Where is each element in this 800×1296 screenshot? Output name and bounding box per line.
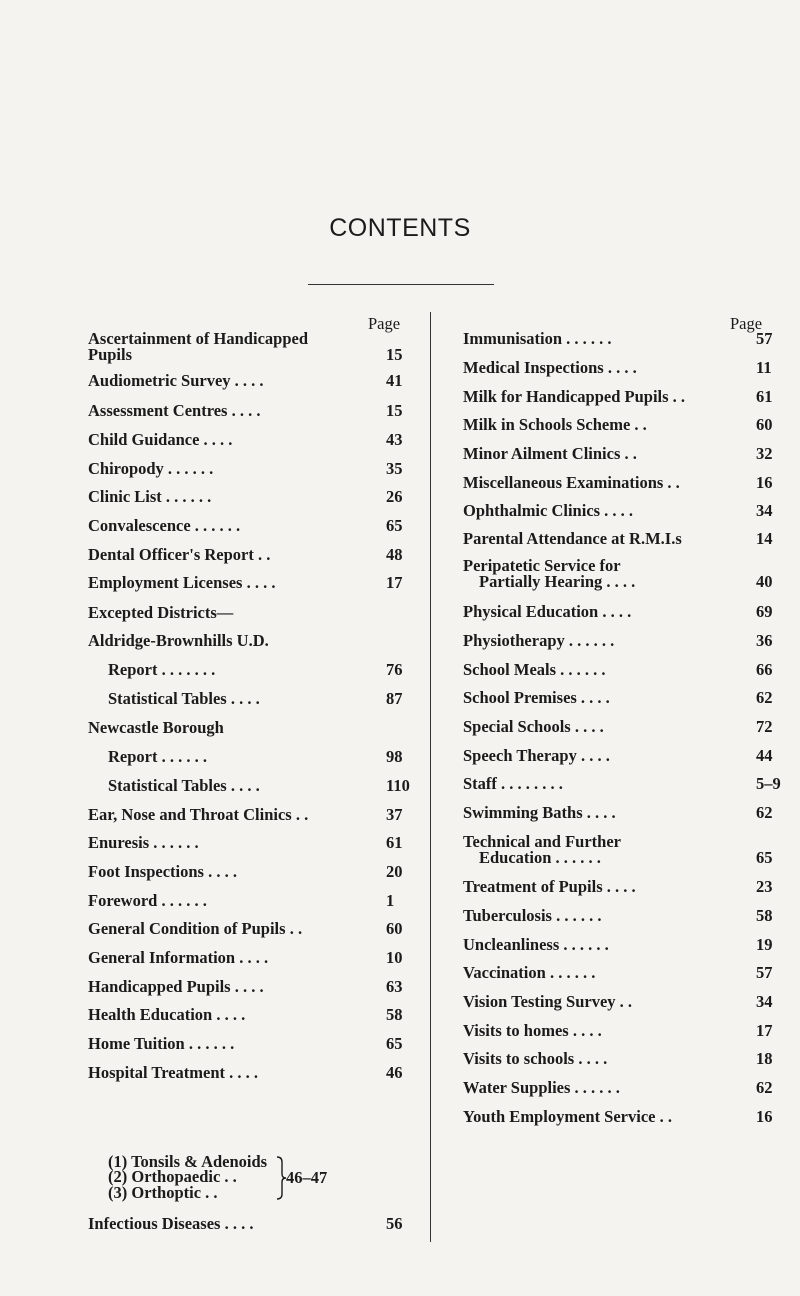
entry-page: 46: [386, 1063, 403, 1082]
entry-page: 44: [756, 746, 773, 765]
entry-page: 87: [386, 689, 403, 708]
entry-page: 43: [386, 430, 403, 449]
entry-title: Treatment of Pupils . . . .: [463, 877, 636, 896]
entry-page: 58: [756, 906, 773, 925]
entry-page: 62: [756, 803, 773, 822]
entry-page: 18: [756, 1049, 773, 1068]
entry-page: 14: [756, 529, 773, 548]
entry-page: 20: [386, 862, 403, 881]
entry-title: Minor Ailment Clinics . .: [463, 444, 637, 463]
entry-page: 5–9: [756, 774, 781, 793]
entry-title: Report . . . . . .: [108, 747, 207, 766]
entry-title: Physiotherapy . . . . . .: [463, 631, 615, 650]
entry-title: Water Supplies . . . . . .: [463, 1078, 620, 1097]
sub-item: (1) Tonsils & Adenoids: [108, 1152, 268, 1171]
entry-page: 66: [756, 660, 773, 679]
entry-title: Child Guidance . . . .: [88, 430, 233, 449]
entry-title: General Condition of Pupils . .: [88, 919, 303, 938]
entry-page: 37: [386, 805, 403, 824]
entry-title: Home Tuition . . . . . .: [88, 1034, 235, 1053]
entry-title: Visits to homes . . . .: [463, 1021, 602, 1040]
sub-item: (2) Orthopaedic . .: [108, 1167, 237, 1186]
entry-title: Ascertainment of Handicapped: [88, 329, 308, 348]
entry-page: 32: [756, 444, 773, 463]
entry-page: 65: [386, 516, 403, 535]
entry-title: Peripatetic Service for: [463, 556, 621, 575]
entry-title: School Meals . . . . . .: [463, 660, 606, 679]
entry-title: Milk for Handicapped Pupils . .: [463, 387, 686, 406]
entry-page: 35: [386, 459, 403, 478]
entry-title: Uncleanliness . . . . . .: [463, 935, 609, 954]
entry-page: 40: [756, 572, 773, 591]
entry-page: 69: [756, 602, 773, 621]
entry-page: 61: [386, 833, 403, 852]
entry-title: Employment Licenses . . . .: [88, 573, 276, 592]
entry-page: 36: [756, 631, 773, 650]
entry-title: Excepted Districts—: [88, 603, 234, 622]
entry-title-cont: Partially Hearing . . . .: [479, 572, 636, 591]
entry-page: 16: [756, 473, 773, 492]
entry-page: 62: [756, 1078, 773, 1097]
entry-page: 19: [756, 935, 773, 954]
sub-item: (3) Orthoptic . .: [108, 1183, 218, 1202]
entry-title: Milk in Schools Scheme . .: [463, 415, 647, 434]
entry-page: 26: [386, 487, 403, 506]
entry-page: 34: [756, 992, 773, 1011]
entry-page: 34: [756, 501, 773, 520]
sub-items-page: 46–47: [286, 1168, 328, 1187]
entry-page: 15: [386, 401, 403, 420]
entry-title: Special Schools . . . .: [463, 717, 604, 736]
entry-title: Parental Attendance at R.M.I.s: [463, 529, 682, 548]
entry-title: Health Education . . . .: [88, 1005, 246, 1024]
entry-page: 10: [386, 948, 403, 967]
entry-page: 57: [756, 329, 773, 348]
entry-page: 98: [386, 747, 403, 766]
entry-title: Report . . . . . . .: [108, 660, 216, 679]
entry-page: 72: [756, 717, 773, 736]
brace-icon: [276, 1156, 286, 1200]
entry-title: Audiometric Survey . . . .: [88, 371, 264, 390]
entry-page: 76: [386, 660, 403, 679]
entry-title: Medical Inspections . . . .: [463, 358, 637, 377]
entry-title: Vaccination . . . . . .: [463, 963, 596, 982]
entry-page: 41: [386, 371, 403, 390]
entry-page: 23: [756, 877, 773, 896]
entry-title: Vision Testing Survey . .: [463, 992, 633, 1011]
entry-title: Speech Therapy . . . .: [463, 746, 610, 765]
entry-title: Convalescence . . . . . .: [88, 516, 241, 535]
entry-title: Visits to schools . . . .: [463, 1049, 608, 1068]
entry-page: 56: [386, 1214, 403, 1233]
entry-page: 61: [756, 387, 773, 406]
entry-page: 60: [386, 919, 403, 938]
entry-title: Youth Employment Service . .: [463, 1107, 672, 1126]
entry-title-cont: Education . . . . . .: [479, 848, 601, 867]
entry-title: Clinic List . . . . . .: [88, 487, 212, 506]
entry-title: Foreword . . . . . .: [88, 891, 207, 910]
entry-title: Immunisation . . . . . .: [463, 329, 612, 348]
entry-title: Statistical Tables . . . .: [108, 776, 260, 795]
entry-title: General Information . . . .: [88, 948, 269, 967]
entry-title: Infectious Diseases . . . .: [88, 1214, 254, 1233]
entry-page: 15: [386, 345, 403, 364]
entry-title: Ophthalmic Clinics . . . .: [463, 501, 634, 520]
entry-page: 65: [756, 848, 773, 867]
entry-page: 58: [386, 1005, 403, 1024]
entry-title-cont: Pupils: [88, 345, 133, 364]
page-title: CONTENTS: [329, 214, 471, 242]
entry-page: 63: [386, 977, 403, 996]
entry-page: 17: [756, 1021, 773, 1040]
entry-page: 57: [756, 963, 773, 982]
entry-title: Tuberculosis . . . . . .: [463, 906, 602, 925]
entry-title: Statistical Tables . . . .: [108, 689, 260, 708]
entry-page: 110: [386, 776, 410, 795]
entry-title: Foot Inspections . . . .: [88, 862, 237, 881]
entry-page: 65: [386, 1034, 403, 1053]
entry-title: Chiropody . . . . . .: [88, 459, 214, 478]
left-page-header: Page: [368, 314, 401, 333]
entry-page: 16: [756, 1107, 773, 1126]
entry-title: Technical and Further: [463, 832, 621, 851]
entry-page: 60: [756, 415, 773, 434]
entry-title: School Premises . . . .: [463, 688, 610, 707]
entry-title: Miscellaneous Examinations . .: [463, 473, 680, 492]
title-rule: [308, 284, 494, 285]
column-divider: [430, 312, 431, 1242]
entry-title: Handicapped Pupils . . . .: [88, 977, 264, 996]
entry-title: Ear, Nose and Throat Clinics . .: [88, 805, 309, 824]
entry-page: 1: [386, 891, 395, 910]
entry-title: Hospital Treatment . . . .: [88, 1063, 259, 1082]
entry-title: Physical Education . . . .: [463, 602, 632, 621]
entry-title: Newcastle Borough: [88, 718, 224, 737]
right-page-header: Page: [730, 314, 763, 333]
entry-page: 11: [756, 358, 772, 377]
entry-page: 17: [386, 573, 403, 592]
entry-page: 48: [386, 545, 403, 564]
entry-title: Staff . . . . . . . .: [463, 774, 563, 793]
entry-page: 62: [756, 688, 773, 707]
entry-title: Assessment Centres . . . .: [88, 401, 261, 420]
entry-title: Dental Officer's Report . .: [88, 545, 271, 564]
entry-title: Enuresis . . . . . .: [88, 833, 199, 852]
entry-title: Swimming Baths . . . .: [463, 803, 616, 822]
entry-title: Aldridge-Brownhills U.D.: [88, 631, 269, 650]
